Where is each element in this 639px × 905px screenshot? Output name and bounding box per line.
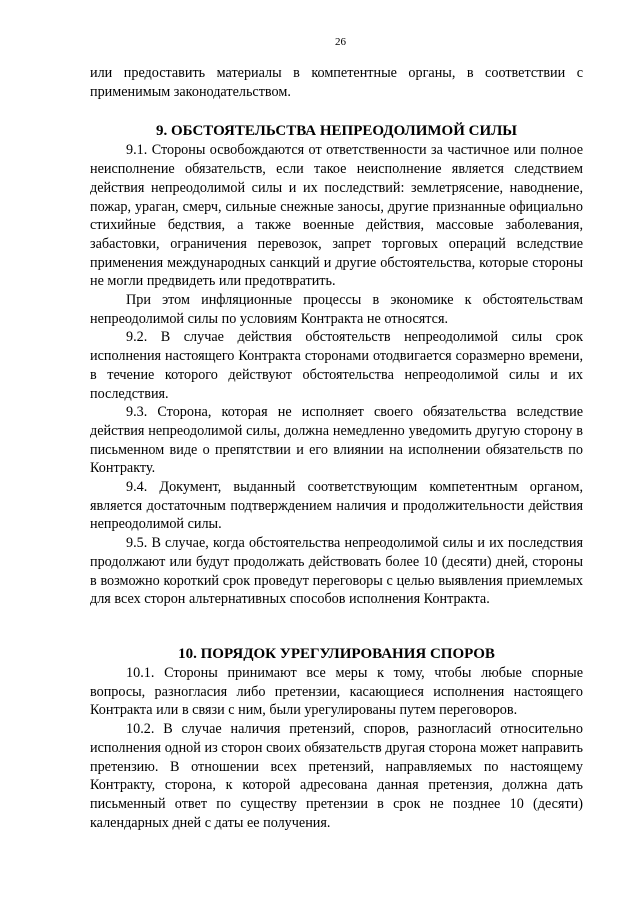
section-10-paragraph-10-1: 10.1. Стороны принимают все меры к тому, чтобы любые спорные вопросы, разногласия либо претензии, касающиеся исполнения настоящего Контракта или в связи с ним, были урегулированы путем переговоров. — [90, 664, 583, 719]
intro-paragraph: или предоставить материалы в компетентные органы, в соответствии с применимым законодательством. — [90, 65, 583, 100]
page-number: 26 — [335, 36, 346, 48]
section-9-title: 9. ОБСТОЯТЕЛЬСТВА НЕПРЕОДОЛИМОЙ СИЛЫ — [155, 123, 518, 140]
section-9-paragraph-9-3: 9.3. Сторона, которая не исполняет своего обязательства вследствие действия непреодолимой силы, должна немедленно уведомить другую сторону в письменном виде о препятствии и его влиянии на исполнении обязательств по Контракту. — [90, 404, 583, 477]
section-9-paragraph-9-4: 9.4. Документ, выданный соответствующим компетентным органом, является достаточным подтверждением наличия и продолжительности действия непреодолимой силы. — [90, 479, 583, 533]
document-body — [90, 64, 583, 832]
section-9-paragraph-inflation: При этом инфляционные процессы в экономике к обстоятельствам непреодолимой силы по условиям Контракта не относятся. — [90, 292, 583, 327]
section-9-paragraph-9-5: 9.5. В случае, когда обстоятельства непреодолимой силы и их последствия продолжают или будут продолжать действовать более 10 (десяти) дней, стороны в возможно короткий срок проведут переговоры с целью выявления приемлемых для всех сторон альтернативных способов исполнения Контракта. — [90, 535, 583, 608]
section-10-paragraph-10-2: 10.2. В случае наличия претензий, споров, разногласий относительно исполнения одной из сторон своих обязательств другая сторона может направить претензию. В отношении всех претензий, направляемых по настоящему Контракту, сторона, к которой адресована данная претензия, должна дать письменный ответ по существу претензии в срок не позднее 10 (десяти) календарных дней с даты ее получения. — [90, 721, 583, 831]
section-10-title: 10. ПОРЯДОК УРЕГУЛИРОВАНИЯ СПОРОВ — [178, 645, 495, 662]
section-9-paragraph-9-2: 9.2. В случае действия обстоятельств непреодолимой силы срок исполнения настоящего Контракта сторонами отодвигается соразмерно времени, в течение которого действуют обстоятельства непреодолимой силы и их последствия. — [90, 329, 583, 402]
section-9-paragraph-9-1: 9.1. Стороны освобождаются от ответственности за частичное или полное неисполнение обязательств, если такое неисполнение является следствием действия непреодолимой силы и их последствий: землетрясение, наводнение, пожар, ураган, смерч, сильные снежные заносы, другие признанные официально стихийные бедствия, а также военные действия, массовые заболевания, забастовки, ограничения перевозок, запрет торговых операций вследствие применения международных санкций и другие обстоятельства, которые стороны не могли предвидеть или предотвратить. — [90, 142, 583, 290]
